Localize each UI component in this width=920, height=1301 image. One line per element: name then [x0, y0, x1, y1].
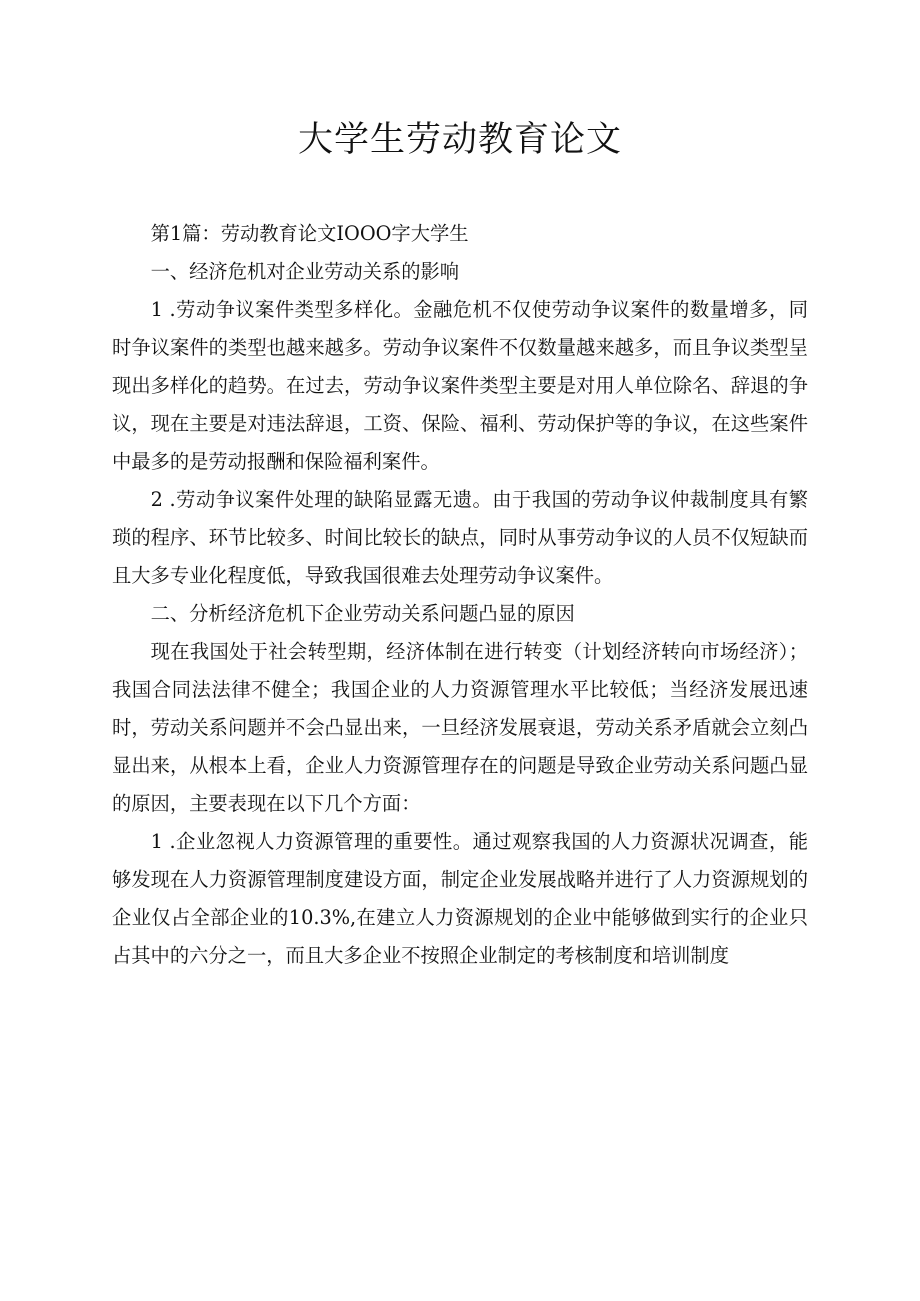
section-heading-1: 一、经济危机对企业劳动关系的影响	[150, 260, 460, 283]
paragraph-3: 现在我国处于社会转型期，经济体制在进行转变（计划经济转向市场经济）；我国合同法法律不健全；我国企业的人力资源管理水平比较低；当经济发展迅速时，劳动关系问题并不会凸显出来，一旦经济发展衰退，劳动关系矛盾就会立刻凸显出来，从根本上看，企业人力资源管理存在的问题是导致企业劳动关系问题凸显的原因，主要表现在以下几个方面：	[112, 640, 808, 815]
paragraph-2: 2 .劳动争议案件处理的缺陷显露无遗。由于我国的劳动争议仲裁制度具有繁琐的程序、环节比较多、时间比较长的缺点，同时从事劳动争议的人员不仅短缺而且大多专业化程度低，导致我国很难去处理劳动争议案件。	[112, 488, 808, 587]
paragraph-1: 1 .劳动争议案件类型多样化。金融危机不仅使劳动争议案件的数量增多，同时争议案件的类型也越来越多。劳动争议案件不仅数量越来越多，而且争议类型呈现出多样化的趋势。在过去，劳动争议案件类型主要是对用人单位除名、辞退的争议，现在主要是对违法辞退，工资、保险、福利、劳动保护等的争议，在这些案件中最多的是劳动报酬和保险福利案件。	[112, 298, 808, 473]
article-subtitle: 第1篇：劳动教育论文IOOO字大学生	[150, 222, 469, 245]
paragraph-4: 1 .企业忽视人力资源管理的重要性。通过观察我国的人力资源状况调查，能够发现在人力资源管理制度建设方面，制定企业发展战略并进行了人力资源规划的企业仅占全部企业的10.3%,在建立人力资源规划的企业中能够做到实行的企业只占其中的六分之一，而且大多企业不按照企业制定的考核制度和培训制度	[112, 830, 808, 967]
document-title: 大学生劳动教育论文	[297, 120, 622, 160]
document-body	[112, 215, 808, 975]
section-heading-2: 二、分析经济危机下企业劳动关系问题凸显的原因	[150, 602, 575, 625]
